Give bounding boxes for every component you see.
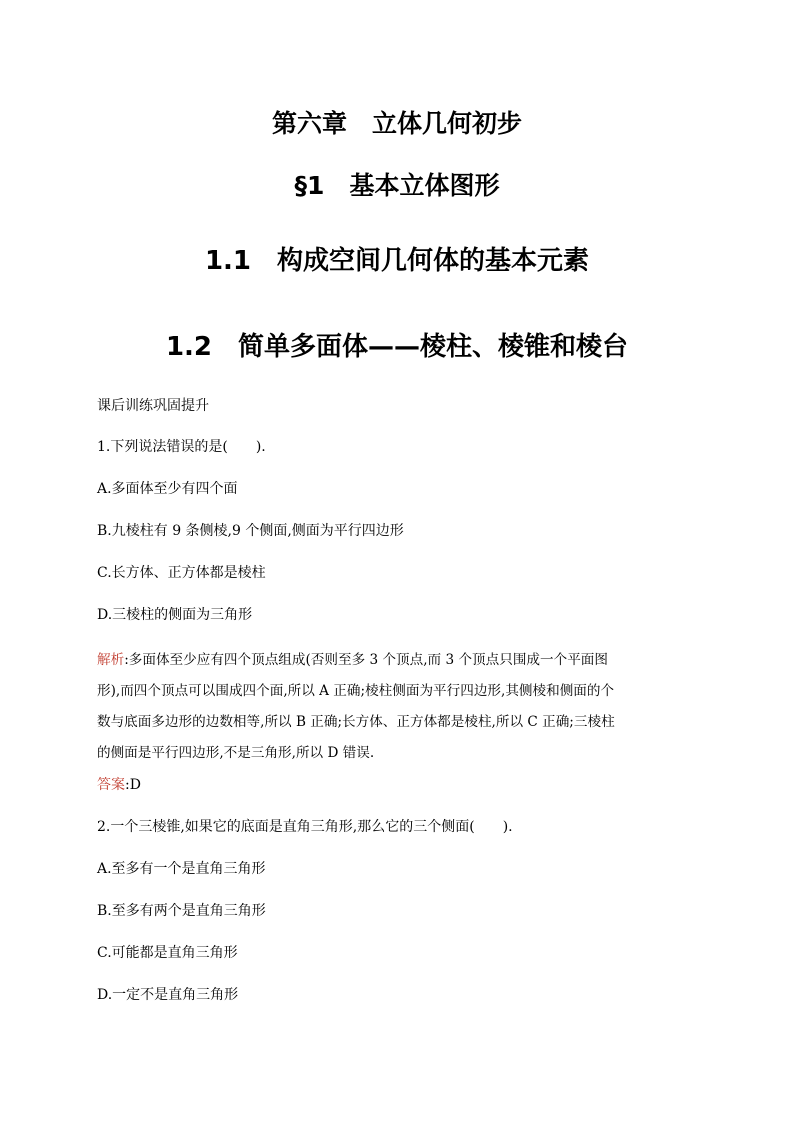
analysis-line-4: 的侧面是平行四边形,不是三角形,所以 D 错误. (97, 745, 375, 761)
question-2-option-b: B.至多有两个是直角三角形 (97, 903, 266, 919)
question-2-option-d: D.一定不是直角三角形 (97, 987, 239, 1003)
answer-value: :D (125, 777, 141, 793)
question-1-analysis (97, 645, 697, 769)
question-2-option-c: C.可能都是直角三角形 (97, 945, 238, 961)
chapter-title: 第六章 立体几何初步 (271, 109, 522, 138)
question-1-option-c: C.长方体、正方体都是棱柱 (97, 565, 266, 581)
analysis-line-3: 数与底面多边形的边数相等,所以 B 正确;长方体、正方体都是棱柱,所以 C 正确;三棱柱 (97, 714, 615, 730)
question-1-option-a: A.多面体至少有四个面 (97, 481, 238, 497)
question-1-option-b: B.九棱柱有 9 条侧棱,9 个侧面,侧面为平行四边形 (97, 523, 404, 539)
question-2-option-a: A.至多有一个是直角三角形 (97, 861, 266, 877)
question-1-stem: 1.下列说法错误的是( ). (97, 439, 266, 455)
intro-label: 课后训练巩固提升 (97, 398, 209, 414)
analysis-line-2: 形),而四个顶点可以围成四个面,所以 A 正确;棱柱侧面为平行四边形,其侧棱和侧面的个 (97, 683, 615, 699)
analysis-line-1: :多面体至少应有四个顶点组成(否则至多 3 个顶点,而 3 个顶点只围成一个平面图 (124, 652, 608, 668)
question-1-answer (97, 776, 141, 794)
subsection-title-1-2: 1.2 简单多面体——棱柱、棱锥和棱台 (165, 332, 629, 362)
question-2-stem: 2.一个三棱锥,如果它的底面是直角三角形,那么它的三个侧面( ). (97, 819, 513, 835)
analysis-label: 解析 (97, 652, 125, 668)
section-title: §1 基本立体图形 (294, 171, 500, 200)
subsection-title-1-1: 1.1 构成空间几何体的基本元素 (204, 246, 590, 276)
answer-label: 答案 (97, 777, 125, 793)
question-1-option-d: D.三棱柱的侧面为三角形 (97, 607, 253, 623)
